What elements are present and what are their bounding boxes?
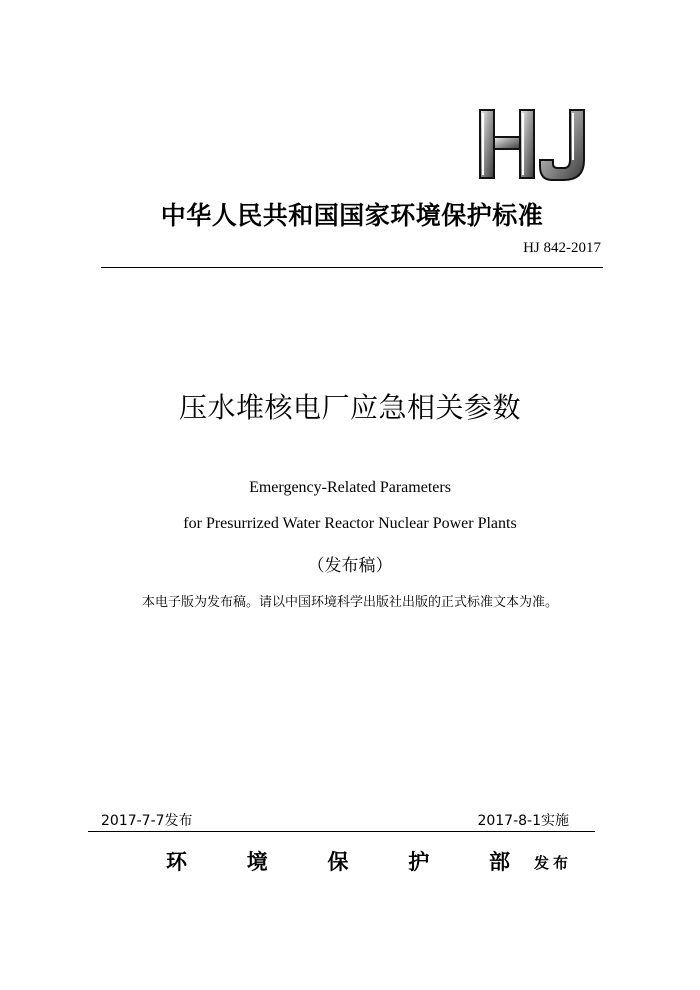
footer-divider: [88, 831, 595, 832]
implementation-date: 2017-8-1实施: [477, 813, 569, 829]
issuer-char: 境: [246, 850, 268, 874]
logo-letter-j: [540, 110, 584, 180]
standard-category-title: 中华人民共和国国家环境保护标准: [160, 201, 544, 230]
issuer-char: 部: [489, 850, 510, 874]
document-title-english-line-2: for Presurrized Water Reactor Nuclear Power Plants: [183, 515, 517, 532]
issuer-char: 护: [408, 850, 430, 874]
issue-word: 发布: [534, 854, 573, 872]
draft-label: （发布稿）: [307, 556, 393, 576]
logo-letter-h: [480, 110, 534, 178]
issuer-char: 环: [166, 850, 187, 874]
hj-logo-icon: [474, 104, 596, 184]
document-title-chinese: 压水堆核电厂应急相关参数: [178, 391, 521, 424]
standard-number: HJ 842-2017: [523, 240, 601, 256]
document-title-english-line-1: Emergency-Related Parameters: [249, 479, 451, 496]
draft-notice: 本电子版为发布稿。请以中国环境科学出版社出版的正式标准文本为准。: [141, 595, 558, 610]
hj-logo-graphic: [474, 104, 596, 184]
issuing-authority: [166, 846, 510, 876]
header-divider: [101, 267, 603, 268]
issue-date: 2017-7-7发布: [101, 813, 193, 829]
issuer-char: 保: [327, 850, 349, 874]
